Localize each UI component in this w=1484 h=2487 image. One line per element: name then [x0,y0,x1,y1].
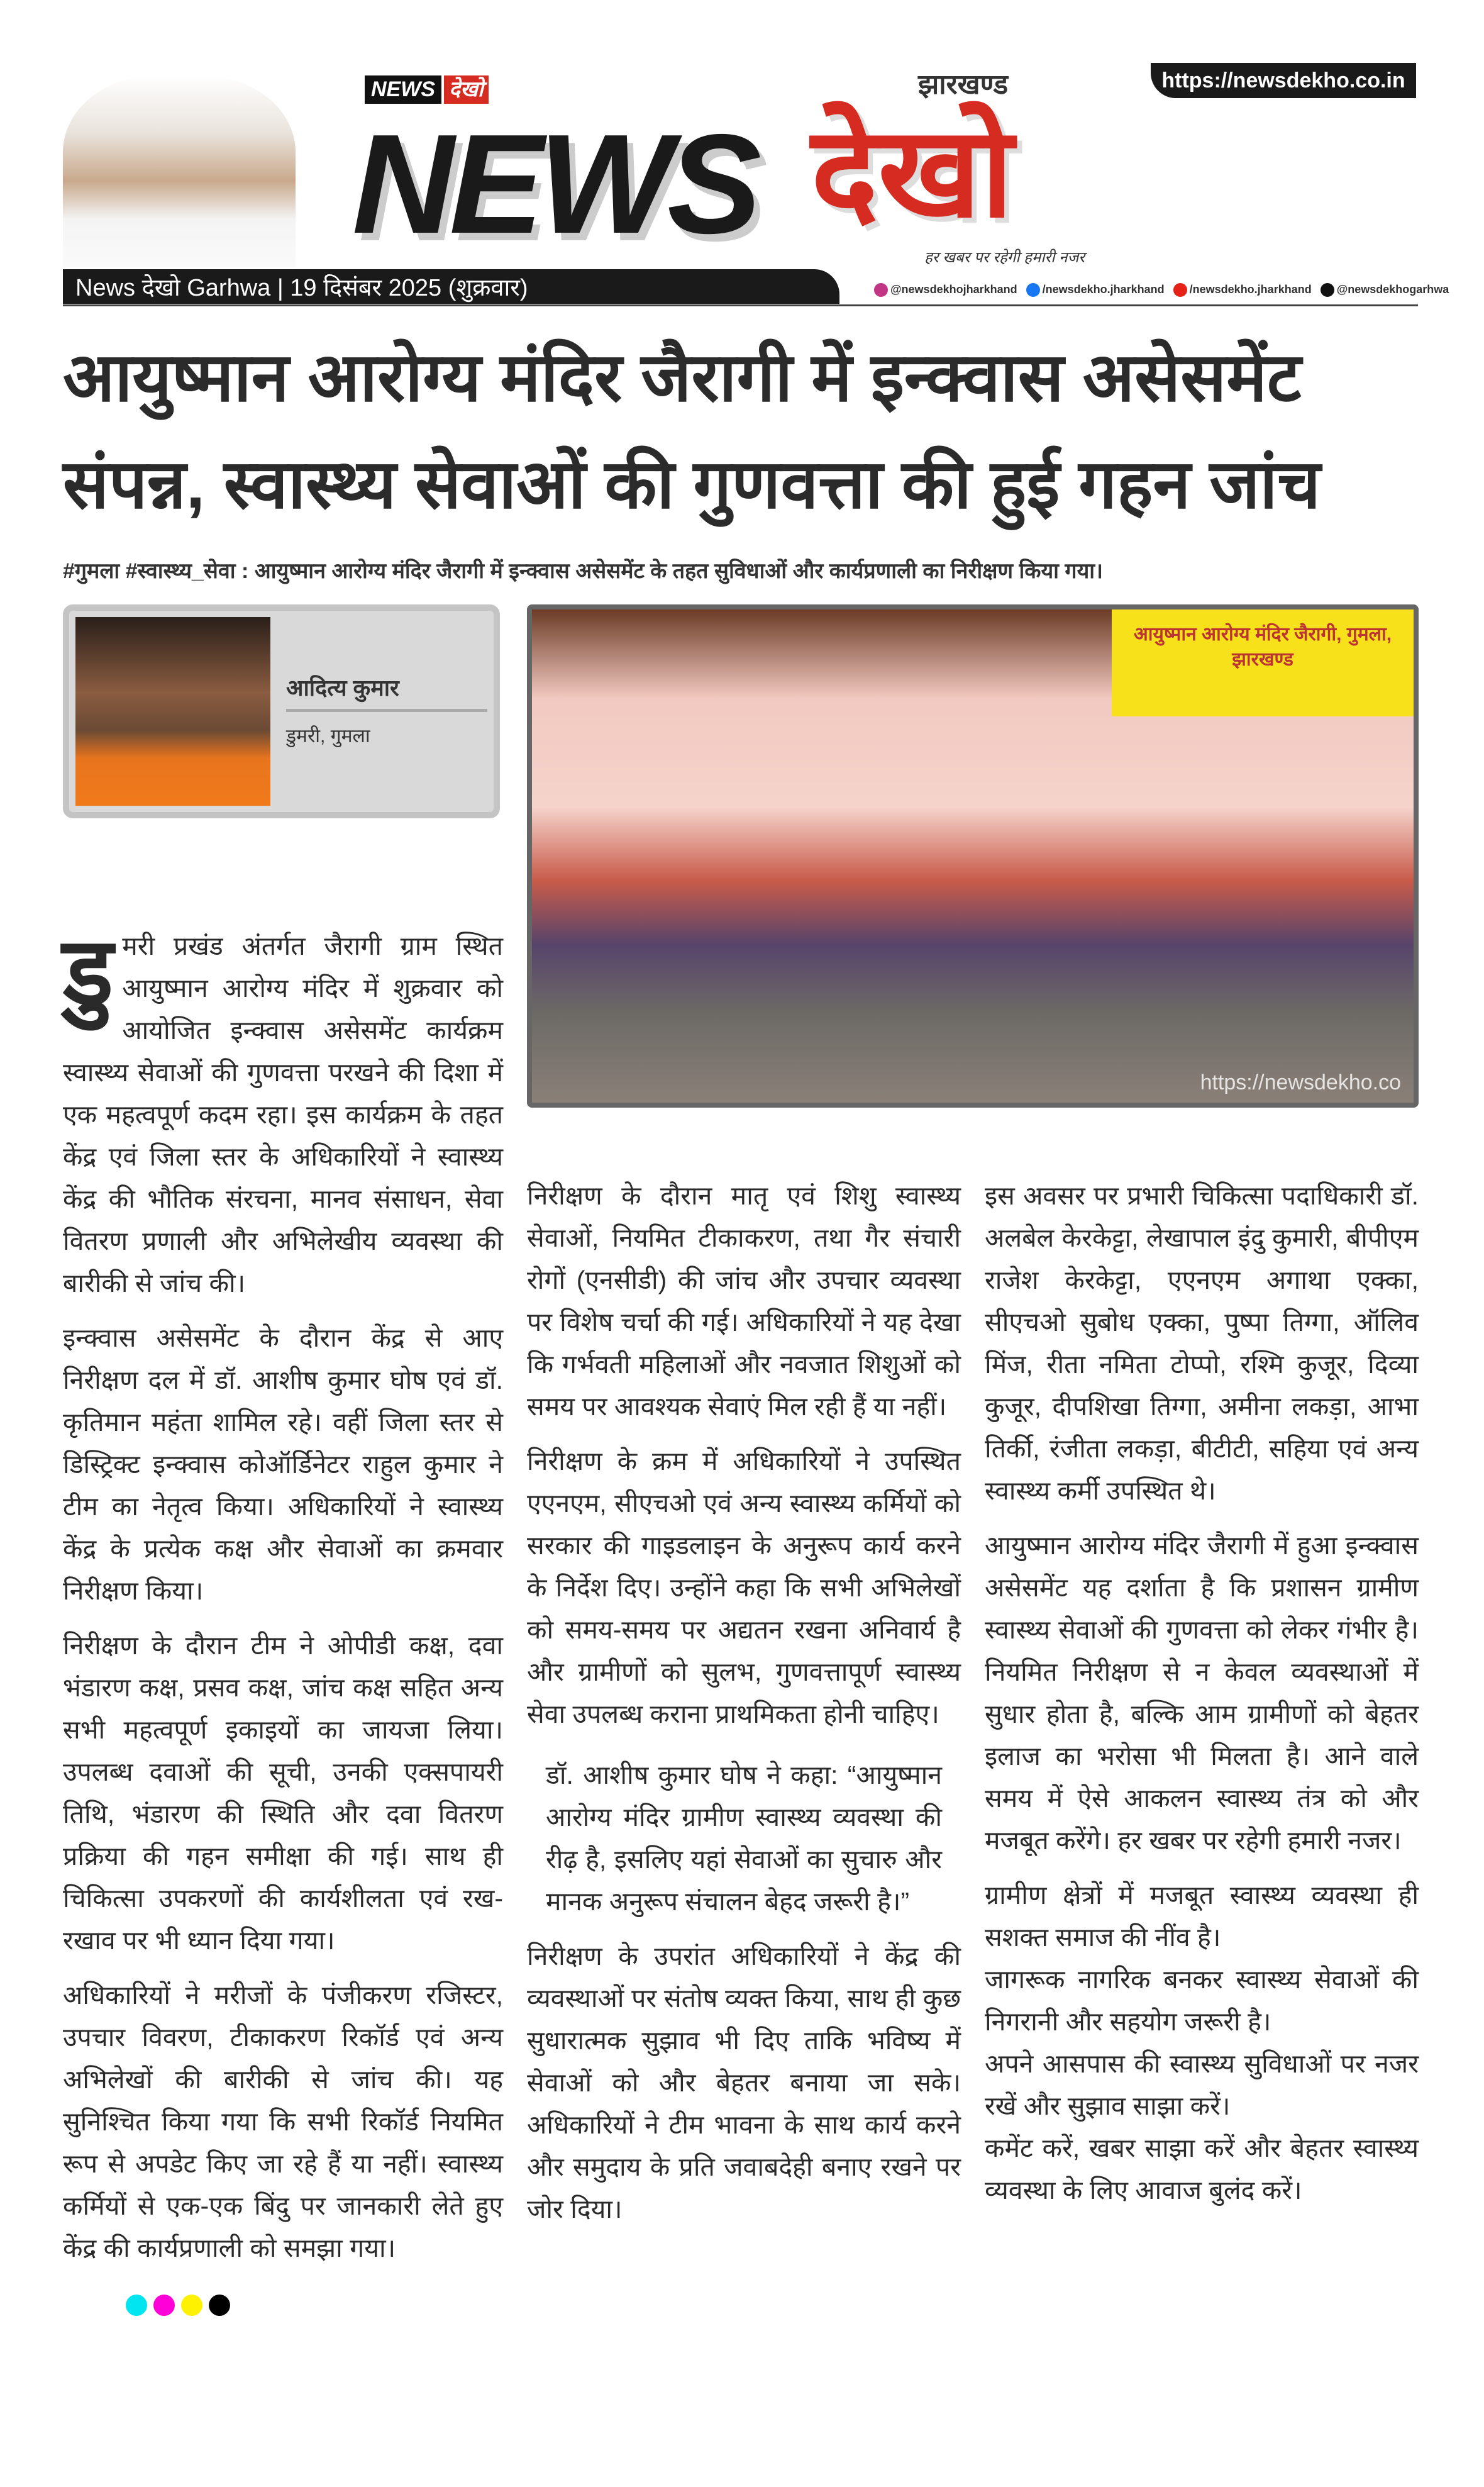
social-link[interactable] [874,280,1017,299]
article-paragraph: निरीक्षण के उपरांत अधिकारियों ने केंद्र की व्यवस्थाओं पर संतोष व्यक्त किया, साथ ही कुछ सुधारात्मक सुझाव भी दिए ताकि भविष्य में सेवाओं को और बेहतर बनाया जा सके। अधिकारियों ने टीम भावना के साथ कार्य करने और समुदाय के प्रति जवाबदेही बनाए रखने पर जोर दिया। [527,1942,961,2223]
article-paragraph: निरीक्षण के दौरान टीम ने ओपीडी कक्ष, दवा भंडारण कक्ष, प्रसव कक्ष, जांच कक्ष सहित अन्य सभी महत्वपूर्ण इकाइयों का जायजा लिया। उपलब्ध दवाओं की सूची, उनकी एक्सपायरी तिथि, भंडारण की स्थिति और दवा वितरण प्रक्रिया की गहन समीक्षा की गई। साथ ही चिकित्सा उपकरणों की कार्यशीलता एवं रख-रखाव पर भी ध्यान दिया गया। [63,1631,503,1955]
website-url-badge[interactable]: https://newsdekho.co.in [1151,63,1416,98]
facebook-icon [1026,283,1040,297]
social-handle: /newsdekho.jharkhand [1042,283,1165,296]
social-links [874,280,1449,299]
mini-logo-dekho: देखो [444,75,489,104]
registration-dot [126,2295,147,2316]
mini-logo-news: NEWS [365,75,441,104]
article-paragraph: अपने आसपास की स्वास्थ्य सुविधाओं पर नजर रखें और सुझाव साझा करें। [985,2049,1419,2120]
article-paragraph: ग्रामीण क्षेत्रों में मजबूत स्वास्थ्य व्यवस्था ही सशक्त समाज की नींव है। [985,1881,1419,1952]
social-handle: /newsdekho.jharkhand [1189,283,1312,296]
logo-news: NEWS [352,104,756,263]
subtitle: #गुमला #स्वास्थ्य_सेवा : आयुष्मान आरोग्य मंदिर जैरागी में इन्क्वास असेसमेंट के तहत सुविधाओं और कार्यप्रणाली का निरीक्षण किया गया। [63,559,1103,583]
mini-logo [365,75,489,104]
article-paragraph: कमेंट करें, खबर साझा करें और बेहतर स्वास्थ्य व्यवस्था के लिए आवाज बुलंद करें। [985,2134,1419,2205]
logo-state: झारखण्ड [918,69,1009,100]
dateline: News देखो Garhwa | 19 दिसंबर 2025 (शुक्रवार) [63,269,839,304]
registration-dot [181,2295,202,2316]
article-paragraph: इस अवसर पर प्रभारी चिकित्सा पदाधिकारी डॉ. अलबेल केरकेट्टा, लेखापाल इंदु कुमारी, बीपीएम राजेश केरकेट्टा, एएनएम अगाथा एक्का, सीएचओ सुबोध एक्का, पुष्पा तिग्गा, ऑलिव मिंज, रीता नमिता टोप्पो, रश्मि कुजूर, दिव्या कुजूर, दीपशिखा तिग्गा, अमीना लकड़ा, आभा तिर्की, रंजीता लकड़ा, बीटीटी, सहिया एवं अन्य स्वास्थ्य कर्मी उपस्थित थे। [985,1181,1419,1505]
photo-signboard: आयुष्मान आरोग्य मंदिर जैरागी, गुमला, झारखण्ड [1112,609,1414,716]
instagram-icon [874,283,888,297]
header-divider [63,304,1418,306]
author-name: आदित्य कुमार [286,674,487,712]
article-paragraph [63,918,503,1305]
social-link[interactable] [1321,280,1449,299]
article-paragraph: इन्क्वास असेसमेंट के दौरान केंद्र से आए निरीक्षण दल में डॉ. आशीष कुमार घोष एवं डॉ. कृतिमान महंता शामिल रहे। वहीं जिला स्तर से डिस्ट्रिक्ट इन्क्वास कोऑर्डिनेटर राहुल कुमार ने टीम का नेतृत्व किया। अधिकारियों ने स्वास्थ्य केंद्र के प्रत्येक कक्ष और सेवाओं का क्रमवार निरीक्षण किया। [63,1323,503,1605]
founder-photo [63,75,296,267]
photo-watermark: https://newsdekho.co [1200,1071,1401,1094]
social-link[interactable] [1173,280,1312,299]
article-layout [63,604,1421,2282]
logo-dekho: देखो [811,103,1014,243]
youtube-icon [1173,283,1187,297]
print-registration-marks [126,2295,1421,2316]
author-box [63,604,500,818]
pull-quote: डॉ. आशीष कुमार घोष ने कहा: “आयुष्मान आरोग्य मंदिर ग्रामीण स्वास्थ्य व्यवस्था की रीढ़ है, इसलिए यहां सेवाओं का सुचारु और मानक अनुरूप संचालन बेहद जरूरी है।” [546,1761,942,1916]
article-photo [527,604,1419,1108]
registration-dot [153,2295,175,2316]
article-paragraph: आयुष्मान आरोग्य मंदिर जैरागी में हुआ इन्क्वास असेसमेंट यह दर्शाता है कि प्रशासन ग्रामीण स्वास्थ्य सेवाओं की गुणवत्ता को लेकर गंभीर है। नियमित निरीक्षण से न केवल व्यवस्थाओं में सुधार होता है, बल्कि आम ग्रामीणों को बेहतर इलाज का भरोसा भी मिलता है। आने वाले समय में ऐसे आकलन स्वास्थ्य तंत्र को और मजबूत करेंगे। हर खबर पर रहेगी हमारी नजर। [985,1531,1419,1855]
article-paragraph: जागरूक नागरिक बनकर स्वास्थ्य सेवाओं की निगरानी और सहयोग जरूरी है। [985,1965,1419,2036]
article-column-3 [985,1175,1419,2212]
x-icon [1321,283,1334,297]
author-photo [75,617,270,806]
registration-dot [209,2295,230,2316]
article-paragraph: अधिकारियों ने मरीजों के पंजीकरण रजिस्टर, उपचार विवरण, टीकाकरण रिकॉर्ड एवं अन्य अभिलेखों की बारीकी से जांच की। यह सुनिश्चित किया गया कि सभी रिकॉर्ड नियमित रूप से अपडेट किए जा रहे हैं या नहीं। स्वास्थ्य कर्मियों से एक-एक बिंदु पर जानकारी लेते हुए केंद्र की कार्यप्रणाली को समझा गया। [63,1981,503,2262]
article-body [63,324,1421,2328]
article-paragraph: निरीक्षण के दौरान मातृ एवं शिशु स्वास्थ्य सेवाओं, नियमित टीकाकरण, तथा गैर संचारी रोगों (एनसीडी) की जांच और उपचार व्यवस्था पर विशेष चर्चा की गई। अधिकारियों ने यह देखा कि गर्भवती महिलाओं और नवजात शिशुओं को समय पर आवश्यक सेवाएं मिल रही हैं या नहीं। [527,1181,961,1421]
social-handle: @newsdekhojharkhand [890,283,1017,296]
social-handle: @newsdekhogarhwa [1336,283,1449,296]
headline: आयुष्मान आरोग्य मंदिर जैरागी में इन्क्वास असेसमेंट संपन्न, स्वास्थ्य सेवाओं की गुणवत्ता की हुई गहन जांच [63,339,1321,522]
article-paragraph: निरीक्षण के क्रम में अधिकारियों ने उपस्थित एएनएम, सीएचओ एवं अन्य स्वास्थ्य कर्मियों को सरकार की गाइडलाइन के अनुरूप कार्य करने के निर्देश दिए। उन्होंने कहा कि सभी अभिलेखों को समय-समय पर अद्यतन रखना अनिवार्य है और ग्रामीणों को सुलभ, गुणवत्तापूर्ण स्वास्थ्य सेवा उपलब्ध कराना प्राथमिकता होनी चाहिए। [527,1447,961,1728]
left-column [63,604,503,2282]
article-column-2 [527,1175,961,2243]
social-link[interactable] [1026,280,1165,299]
article-column-1 [63,918,503,2269]
paragraph-text: मरी प्रखंड अंतर्गत जैरागी ग्राम स्थित आयुष्मान आरोग्य मंदिर में शुक्रवार को आयोजित इन्क्वास असेसमेंट कार्यक्रम स्वास्थ्य सेवाओं की गुणवत्ता परखने की दिशा में एक महत्वपूर्ण कदम रहा। इस कार्यक्रम के तहत केंद्र एवं जिला स्तर के अधिकारियों ने स्वास्थ्य केंद्र की भौतिक संरचना, मानव संसाधन, सेवा वितरण प्रणाली और अभिलेखीय व्यवस्था की बारीकी से जांच की। [63,932,503,1298]
drop-cap: डु [63,918,114,1024]
logo-tagline: हर खबर पर रहेगी हमारी नजर [924,249,1085,266]
author-place: डुमरी, गुमला [286,726,370,747]
